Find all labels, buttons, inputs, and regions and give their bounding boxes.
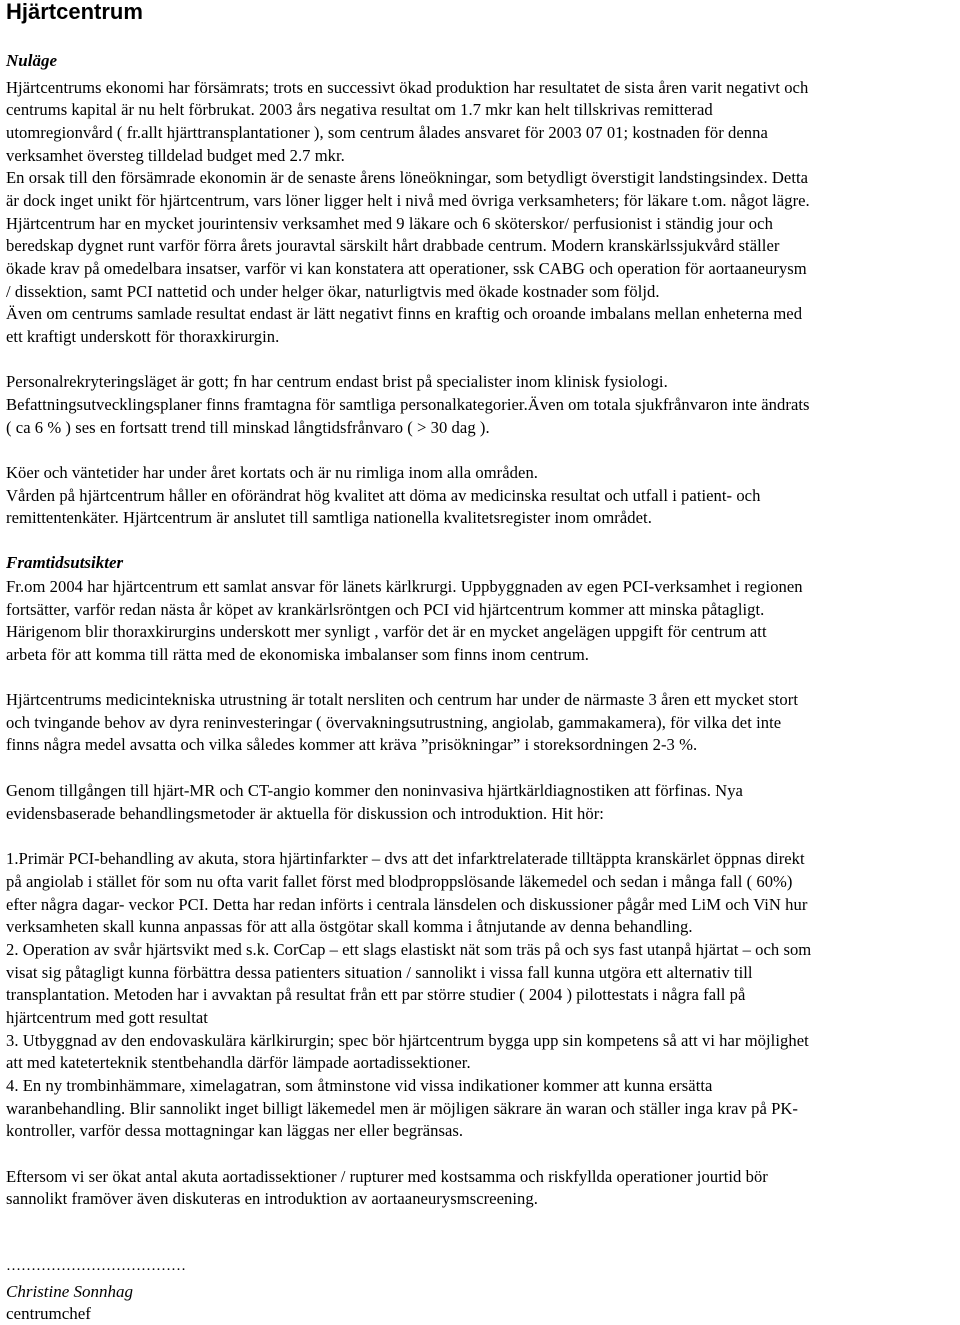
- body-line: ökade krav på omedelbara insatser, varför vi kan konstatera att operationer, ssk CABG och operation för aortaaneurysm: [6, 259, 807, 278]
- body-line: transplantation. Metoden har i avvaktan på resultat från ett par större studier ( 2004 ) pilottestats i några fall på: [6, 985, 746, 1004]
- signature-name: Christine Sonnhag: [6, 1282, 134, 1301]
- body-line: Befattningsutvecklingsplaner finns framtagna för samtliga personalkategorier.Även om totala sjukfrånvaron inte ändrats: [6, 395, 810, 414]
- body-line: kontroller, varför dessa mottagningar kan läggas ner eller begränsas.: [6, 1121, 464, 1140]
- body-line: Hjärtcentrums ekonomi har försämrats; trots en successivt ökad produktion har resultatet de sista åren varit negativt och: [6, 78, 809, 97]
- body-line: evidensbaserade behandlingsmetoder är aktuella för diskussion och introduktion. Hit hör:: [6, 804, 604, 823]
- page-title: Hjärtcentrum: [6, 0, 143, 24]
- body-line: 1.Primär PCI-behandling av akuta, stora hjärtinfarkter – dvs att det infarktrelaterade tilltäppta kranskärlet öppnas direkt: [6, 849, 805, 868]
- body-line: visat sig påtagligt kunna förbättra dessa patienters situation / sannolikt i vissa fall kunna utgöra ett alternativ till: [6, 963, 753, 982]
- body-line: efter några dagar- veckor PCI. Detta har redan införts i centrala länsdelen och diskussioner pågår med LiM och ViN hur: [6, 895, 808, 914]
- body-line: Köer och väntetider har under året kortats och är nu rimliga inom alla områden.: [6, 463, 538, 482]
- body-line: Även om centrums samlade resultat endast är lätt negativt finns en kraftig och oroande imbalans mellan enheterna med: [6, 304, 803, 323]
- body-line: är dock inget unikt för hjärtcentrum, vars löner ligger helt i nivå med övriga verksamheters; för läkare t.om. något lägre.: [6, 191, 810, 210]
- body-line: waranbehandling. Blir sannolikt inget billigt läkemedel men är möjligen säkrare än waran och ställer inga krav på PK-: [6, 1099, 798, 1118]
- body-line: Hjärtcentrums medicintekniska utrustning är totalt nersliten och centrum har under de närmaste 3 åren ett mycket stort: [6, 690, 799, 709]
- body-line: Genom tillgången till hjärt-MR och CT-angio kommer den noninvasiva hjärtkärldiagnostiken att förfinas. Nya: [6, 781, 743, 800]
- body-line: 3. Utbyggnad av den endovaskulära kärlkirurgin; spec bör hjärtcentrum bygga upp sin kompetens så att vi har möjlighet: [6, 1031, 809, 1050]
- body-line: utomregionvård ( fr.allt hjärttransplantationer ), som centrum ålades ansvaret för 2003 07 01; kostnaden för denna: [6, 123, 768, 142]
- body-line: Hjärtcentrum har en mycket jourintensiv verksamhet med 9 läkare och 6 sköterskor/ perfusionist i ständig jour och: [6, 214, 773, 233]
- body-line: Fr.om 2004 har hjärtcentrum ett samlat ansvar för länets kärlkrurgi. Uppbyggnaden av egen PCI-verksamhet i regionen: [6, 577, 803, 596]
- body-line: på angiolab i stället för som nu ofta varit fallet först med blodproppslösande läkemedel och sedan i många fall ( 60%): [6, 872, 793, 891]
- body-line: remittentenkäter. Hjärtcentrum är anslutet till samtliga nationella kvalitetsregister inom området.: [6, 508, 652, 527]
- section-heading-framtidsutsikter: Framtidsutsikter: [6, 553, 124, 572]
- body-line: Vården på hjärtcentrum håller en oförändrat hög kvalitet att döma av medicinska resultat och utfall i patient- och: [6, 486, 761, 505]
- body-line: verksamheten skall kunna anpassas för att alla östgötar skall komma i åtnjutande av denna behandling.: [6, 917, 693, 936]
- body-line: 4. En ny trombinhämmare, ximelagatran, som åtminstone vid vissa indikationer kommer att kunna ersätta: [6, 1076, 713, 1095]
- body-line: ( ca 6 % ) ses en fortsatt trend till minskad långtidsfrånvaro ( > 30 dag ).: [6, 418, 490, 437]
- body-line: finns några medel avsatta och vilka således kommer att kräva ”prisökningar” i storeksordningen 2-3 %.: [6, 735, 698, 754]
- body-line: centrums kapital är nu helt förbrukat. 2003 års negativa resultat om 1.7 mkr kan helt tillskrivas remitterad: [6, 100, 713, 119]
- body-line: Eftersom vi ser ökat antal akuta aortadissektioner / rupturer med kostsamma och riskfyllda operationer jourtid bör: [6, 1167, 768, 1186]
- body-line: sannolikt framöver även diskuteras en introduktion av aortaaneurysmscreening.: [6, 1189, 538, 1208]
- signature-role: centrumchef: [6, 1304, 91, 1323]
- body-line: hjärtcentrum med gott resultat: [6, 1008, 208, 1027]
- body-line: beredskap dygnet runt varför förra årets jouravtal särskilt hårt drabbade centrum. Modern kranskärlssjukvård ställer: [6, 236, 780, 255]
- body-line: och tvingande behov av dyra reninvesteringar ( övervakningsutrustning, angiolab, gammakamera), för vilka det inte: [6, 713, 782, 732]
- body-line: Härigenom blir thoraxkirurgins underskott mer synligt , varför det är en mycket angelägen uppgift för centrum att: [6, 622, 767, 641]
- body-line: verksamhet översteg tilldelad budget med 2.7 mkr.: [6, 146, 345, 165]
- body-line: fortsätter, varför redan nästa år köpet av krankärlsröntgen och PCI vid hjärtcentrum kommer att minska påtagligt.: [6, 600, 765, 619]
- signature-line: ………………………………: [6, 1258, 186, 1274]
- body-line: att med kateterteknik stentbehandla därför lämpade aortadissektioner.: [6, 1053, 471, 1072]
- body-line: arbeta för att komma till rätta med de ekonomiska imbalanser som finns inom centrum.: [6, 645, 589, 664]
- body-line: / dissektion, samt PCI nattetid och under helger ökar, naturligtvis med ökade kostnader som följd.: [6, 282, 660, 301]
- section-heading-nulage: Nuläge: [6, 51, 57, 70]
- body-line: Personalrekryteringsläget är gott; fn har centrum endast brist på specialister inom klinisk fysiologi.: [6, 372, 668, 391]
- body-line: 2. Operation av svår hjärtsvikt med s.k. CorCap – ett slags elastiskt nät som träs på och sys fast utanpå hjärtat – och som: [6, 940, 812, 959]
- body-line: En orsak till den försämrade ekonomin är de senaste årens löneökningar, som betydligt överstigit landstingsindex. Detta: [6, 168, 809, 187]
- body-line: ett kraftigt underskott för thoraxkirurgin.: [6, 327, 280, 346]
